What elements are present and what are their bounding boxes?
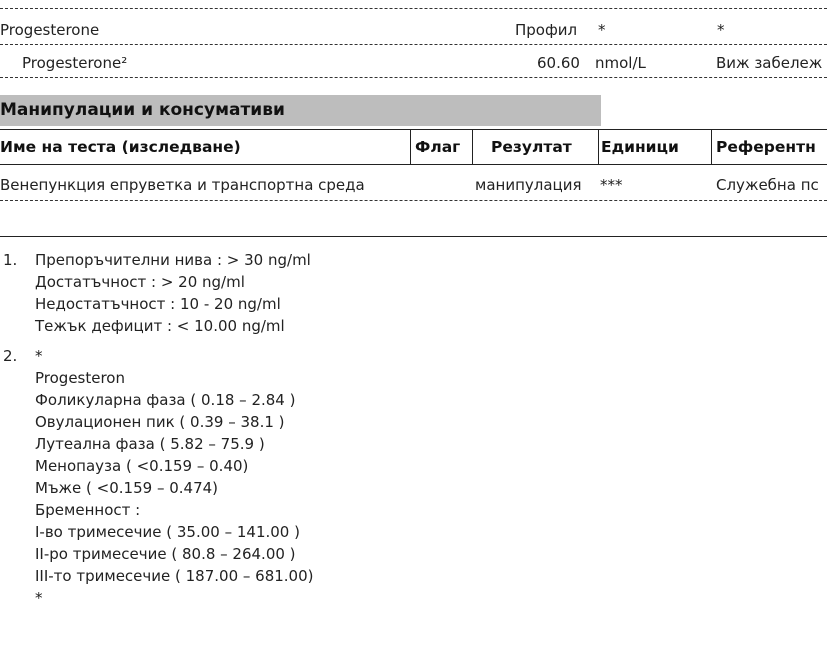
footnote-line: Тежък дефицит : < 10.00 ng/ml [35,317,285,335]
notes-separator [0,236,827,237]
table-cell-units: *** [600,176,623,194]
section-header-bar [0,95,601,126]
result-row-value: 60.60 [537,54,580,72]
footnote-line: Недостатъчност : 10 - 20 ng/ml [35,295,281,313]
footnote-line: Достатъчност : > 20 ng/ml [35,273,245,291]
footnote-number: 2. [3,347,18,365]
footnote-line: Фоликуларна фаза ( 0.18 – 2.84 ) [35,391,296,409]
result-row-name: Progesterone² [22,54,128,72]
column-divider [472,129,473,164]
footnote-line: Менопауза ( <0.159 – 0.40) [35,457,249,475]
column-divider [410,129,411,164]
footnote-line: * [35,347,43,365]
footnote-line: I-во тримесечие ( 35.00 – 141.00 ) [35,523,300,541]
row-separator-top [0,8,827,9]
profile-row-value: Профил [515,21,578,39]
column-header-result: Резултат [491,138,572,156]
table-header-bottom-border [0,164,827,165]
table-cell-reference: Служебна пс [716,176,819,194]
section-title: Манипулации и консумативи [0,100,285,120]
result-row-units: nmol/L [595,54,646,72]
footnote-line: Бременност : [35,501,141,519]
row-separator [0,200,827,201]
column-header-flag: Флаг [415,138,461,156]
profile-row-name: Progesterone [0,21,100,39]
footnote-number: 1. [3,251,18,269]
footnote-line: Мъже ( <0.159 – 0.474) [35,479,219,497]
row-separator [0,77,827,78]
footnote-line: Овулационен пик ( 0.39 – 38.1 ) [35,413,285,431]
footnote-line: Лутеална фаза ( 5.82 – 75.9 ) [35,435,265,453]
column-header-reference: Референтн [716,138,816,156]
table-cell-result: манипулация [475,176,582,194]
result-row-reference: Виж забележ [716,54,823,72]
column-header-units: Единици [601,138,679,156]
profile-row-mark-1: * [598,21,606,39]
footnote-line: * [35,589,43,607]
footnote-line: III-то тримесечие ( 187.00 – 681.00) [35,567,314,585]
column-divider [598,129,599,164]
footnote-line: II-ро тримесечие ( 80.8 – 264.00 ) [35,545,296,563]
footnote-line: Препоръчителни нива : > 30 ng/ml [35,251,311,269]
table-header-top-border [0,129,827,130]
footnote-line: Progesteron [35,369,125,387]
column-divider [711,129,712,164]
row-separator [0,44,827,45]
table-cell-test-name: Венепункция епруветка и транспортна среда [0,176,365,194]
profile-row-mark-2: * [717,21,725,39]
column-header-test-name: Име на теста (изследване) [0,138,241,156]
